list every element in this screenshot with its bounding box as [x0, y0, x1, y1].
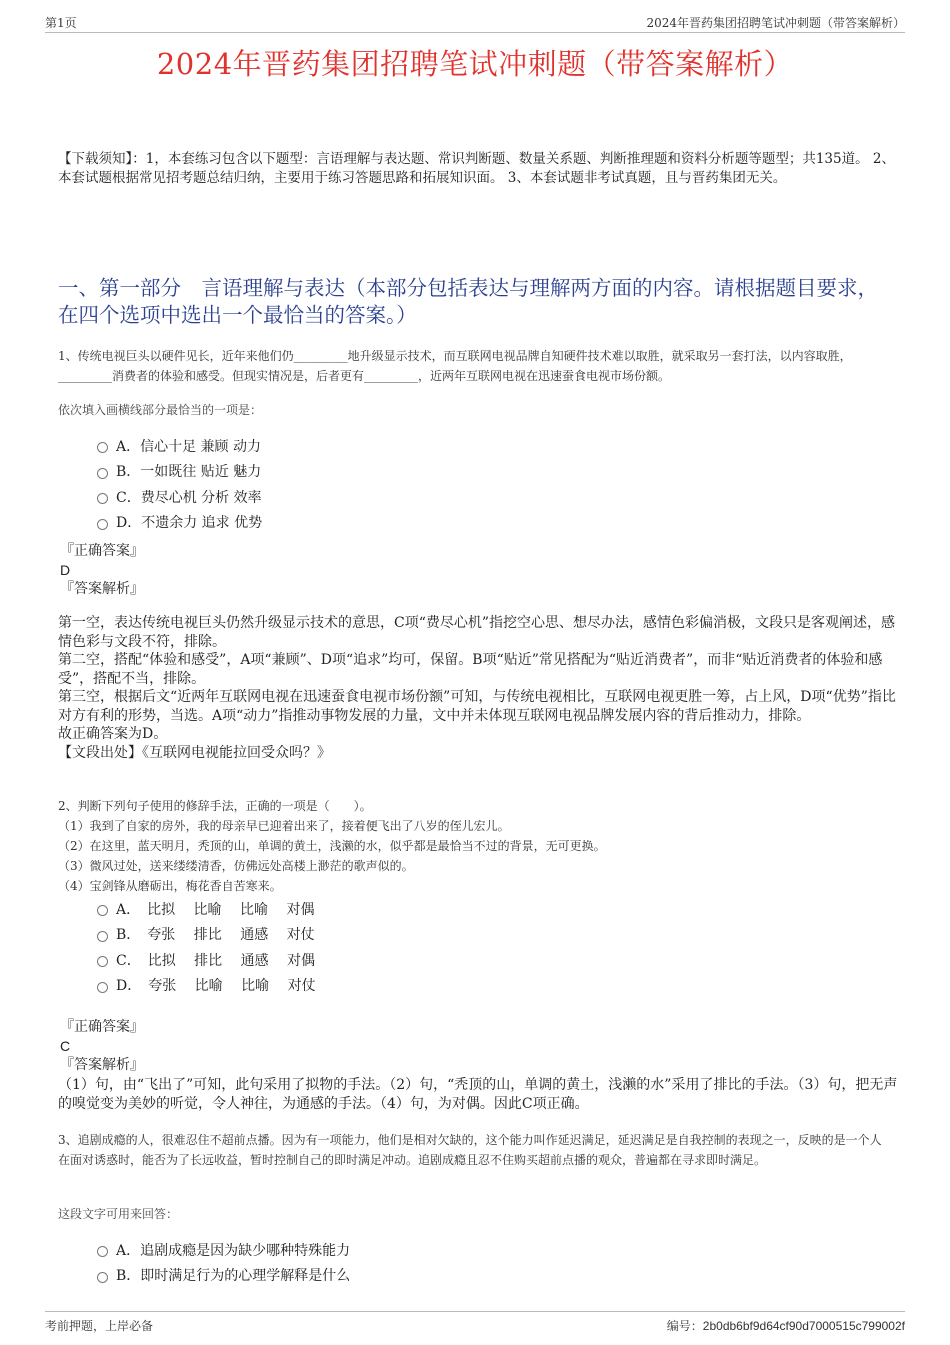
- option-b[interactable]: B． 夸张 排比 通感 对仗: [97, 922, 316, 948]
- page-footer: [45, 1311, 905, 1332]
- analysis-paragraph: 第三空，根据后文“近两年互联网电视在迅速蚕食电视市场份额”可知，与传统电视相比，互联网电视更胜一筹，占上风，D项“优势”指比对方有利的形势，当选。A项“动力”指推动事物发展的力量，文中并未体现互联网电视品牌发展内容的背后推动力，排除。: [58, 689, 896, 724]
- question-1-prompt: 依次填入画横线部分最恰当的一项是：: [58, 403, 263, 417]
- answer-value: D: [60, 562, 71, 578]
- analysis-paragraph: 故正确答案为D。: [58, 726, 168, 742]
- option-b[interactable]: B．即时满足行为的心理学解释是什么: [97, 1263, 350, 1289]
- page-title: 2024年晋药集团招聘笔试冲刺题（带答案解析）: [156, 47, 794, 81]
- answer-label: 『正确答案』: [60, 543, 144, 559]
- question-2-answer: [60, 1018, 144, 1075]
- analysis-paragraph: （1）句，由“飞出了”可知，此句采用了拟物的手法。（2）句，“秃顶的山，单调的黄土，浅濑的水”采用了排比的手法。（3）句，把无声的嗅觉变为美妙的听觉，令人神往，为通感的手法。（4）句，为对偶。因此C项正确。: [58, 1077, 898, 1112]
- option-d[interactable]: D． 夸张 比喻 比喻 对仗: [97, 973, 316, 999]
- radio-button[interactable]: [97, 982, 108, 993]
- radio-button[interactable]: [97, 468, 108, 479]
- radio-button[interactable]: [97, 1246, 108, 1257]
- radio-button[interactable]: [97, 931, 108, 942]
- radio-button[interactable]: [97, 1272, 108, 1283]
- option-a[interactable]: A．信心十足 兼顾 动力: [97, 433, 262, 459]
- analysis-paragraph: 第一空，表达传统电视巨头仍然升级显示技术的意思，C项“费尽心机”指挖空心思、想尽办法，感情色彩偏消极，文段只是客观阐述，感情色彩与文段不符，排除。: [58, 615, 896, 650]
- option-a[interactable]: A．追剧成瘾是因为缺少哪种特殊能力: [97, 1237, 350, 1263]
- question-3-stem: 3、追剧成瘾的人，很难忍住不超前点播。因为有一项能力，他们是相对欠缺的，这个能力叫作延迟满足，延迟满足是自我控制的表现之一，反映的是一个人在面对诱惑时，能否为了长远收益，暂时控制自己的即时满足冲动。追剧成瘾且忍不住购买超前点播的观众，普遍都在寻求即时满足。: [58, 1133, 882, 1167]
- document-code: 编号：2b0db6bf9d64cf90d7000515c799002f: [666, 1319, 905, 1333]
- radio-button[interactable]: [97, 493, 108, 504]
- sentence-line: （1）我到了自家的房外，我的母亲早已迎着出来了，接着便飞出了八岁的侄儿宏儿。: [58, 819, 510, 833]
- radio-button[interactable]: [97, 905, 108, 916]
- option-b[interactable]: B．一如既往 贴近 魅力: [97, 459, 262, 485]
- radio-button[interactable]: [97, 442, 108, 453]
- question-1-analysis: [58, 614, 898, 762]
- question-1-answer: [60, 542, 144, 599]
- sentence-line: （4）宝剑锋从磨砺出，梅花香自苦寒来。: [58, 879, 282, 893]
- question-3-options: [97, 1237, 350, 1288]
- question-1-options: [97, 433, 262, 535]
- analysis-label: 『答案解析』: [60, 1057, 144, 1073]
- source-citation: 【文段出处】《互联网电视能拉回受众吗？》: [58, 744, 331, 761]
- radio-button[interactable]: [97, 519, 108, 530]
- analysis-paragraph: 第二空，搭配“体验和感受”，A项“兼顾”、D项“追求”均可，保留。B项“贴近”常见搭配为“贴近消费者”，而非“贴近消费者的体验和感受”，搭配不当，排除。: [58, 652, 883, 687]
- option-c[interactable]: C．费尽心机 分析 效率: [97, 484, 262, 510]
- question-3-prompt: 这段文字可用来回答：: [58, 1207, 179, 1221]
- question-2-options: [97, 896, 316, 998]
- analysis-label: 『答案解析』: [60, 581, 144, 597]
- sentence-line: （3）微风过处，送来缕缕清香，仿佛远处高楼上渺茫的歌声似的。: [58, 859, 414, 873]
- answer-label: 『正确答案』: [60, 1019, 144, 1035]
- header-doc-title: 2024年晋药集团招聘笔试冲刺题（带答案解析）: [646, 16, 905, 30]
- footer-slogan: 考前押题，上岸必备: [45, 1319, 154, 1333]
- sentence-line: （2）在这里，蓝天明月，秃顶的山，单调的黄土，浅濑的水，似乎都是最恰当不过的背景，无可更换。: [58, 839, 606, 853]
- radio-button[interactable]: [97, 956, 108, 967]
- download-notice: 【下载须知】：1，本套练习包含以下题型：言语理解与表达题、常识判断题、数量关系题、判断推理题和资料分析题等题型；共135道。 2、本套试题根据常见招考题总结归纳，主要用于练习答题思路和拓展知识面。 3、本套试题非考试真题，且与晋药集团无关。: [58, 151, 895, 186]
- question-1-stem: 1、传统电视巨头以硬件见长，近年来他们仍_________地升级显示技术，而互联网电视品牌自知硬件技术难以取胜，就采取另一套打法，以内容取胜，_________消费者的体验和感受。但现实情况是，后者更有_________，近两年互联网电视在迅速蚕食电视市场份额。: [58, 349, 852, 383]
- page-number: 第1页: [45, 16, 77, 30]
- answer-value: C: [60, 1038, 71, 1054]
- section-heading: 一、第一部分 言语理解与表达（本部分包括表达与理解两方面的内容。请根据题目要求，在四个选项中选出一个最恰当的答案。）: [58, 276, 878, 327]
- page-header: [45, 14, 905, 33]
- question-2-analysis: [58, 1076, 898, 1113]
- option-d[interactable]: D．不遗余力 追求 优势: [97, 510, 262, 536]
- question-2-stem: 2、判断下列句子使用的修辞手法，正确的一项是（ ）。 （1）我到了自家的房外，我的母亲早已迎着出来了，接着便飞出了八岁的侄儿宏儿。 （2）在这里，蓝天明月，秃顶的山，单调的黄土，浅濑的水，似乎都是最恰当不过的背景，无可更换。 （3）微风过处，送来缕缕清香，仿佛远处高楼上渺茫的歌声似的。 （4）宝剑锋从磨砺出，梅花香自苦寒来。: [58, 796, 893, 896]
- option-c[interactable]: C． 比拟 排比 通感 对偶: [97, 947, 316, 973]
- option-a[interactable]: A． 比拟 比喻 比喻 对偶: [97, 896, 316, 922]
